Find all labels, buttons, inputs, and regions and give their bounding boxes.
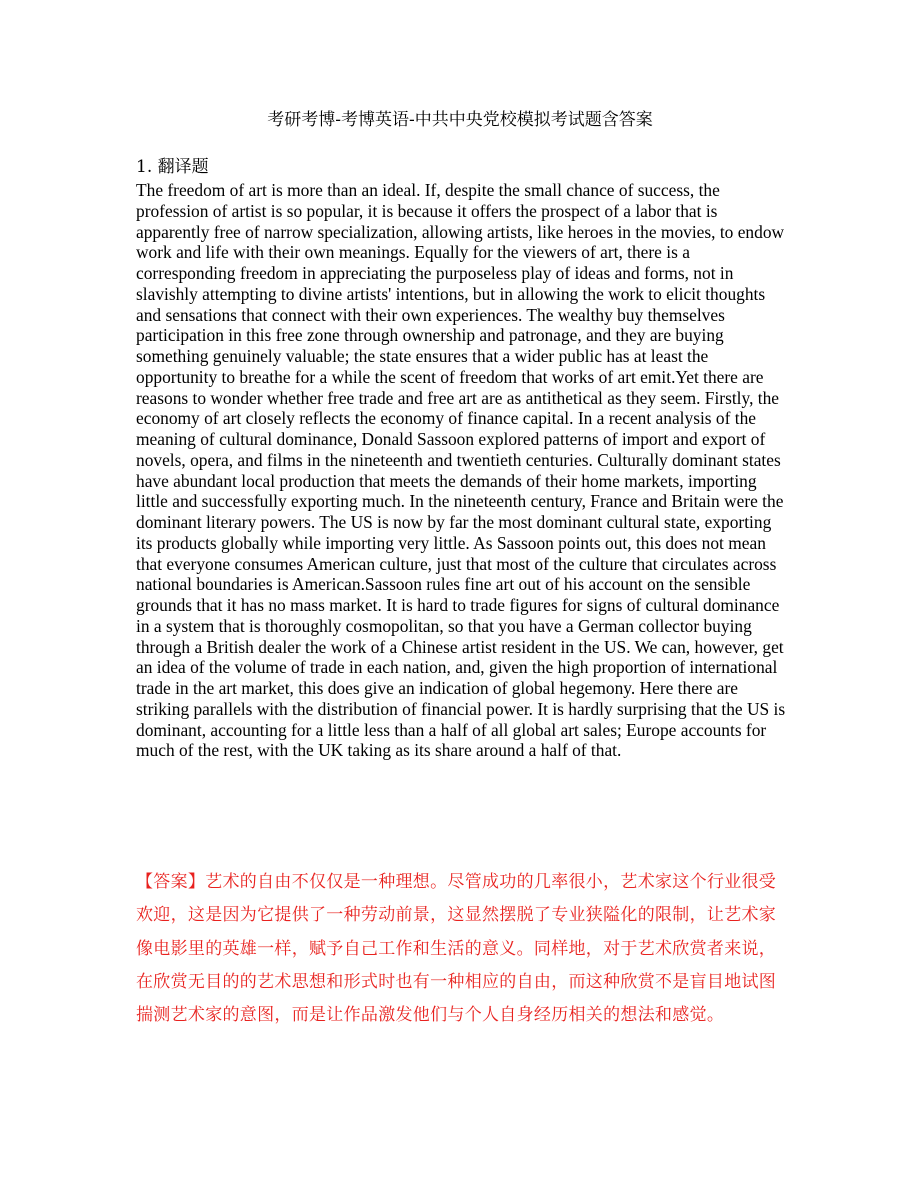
document-title: 考研考博-考博英语-中共中央党校模拟考试题含答案 (267, 110, 653, 130)
answer-text: 【答案】艺术的自由不仅仅是一种理想。尽管成功的几率很小，艺术家这个行业很受欢迎，这是因为它提供了一种劳动前景，这显然摆脱了专业狭隘化的限制，让艺术家像电影里的英雄一样，赋予自己工作和生活的意义。同样地，对于艺术欣赏者来说，在欣赏无目的的艺术思想和形式时也有一种相应的自由，而这种欣赏不是盲目地试图揣测艺术家的意图，而是让作品激发他们与个人自身经历相关的想法和感觉。 (136, 872, 777, 1026)
question-passage: The freedom of art is more than an ideal. If, despite the small chance of success, the profession of artist is so popular, it is because it offers the prospect of a labor that is apparently free of narrow specialization, allowing artists, like heroes in the movies, to endow work and life with their own meanings. Equally for the viewers of art, there is a corresponding freedom in appreciating the purposeless play of ideas and forms, not in slavishly attempting to divine artists' intentions, but in allowing the work to elicit thoughts and sensations that connect with their own experiences. The wealthy buy themselves participation in this free zone through ownership and patronage, and they are buying something genuinely valuable; the state ensures that a wider public has at least the opportunity to breathe for a while the scent of freedom that works of art emit.Yet there are reasons to wonder whether free trade and free art are as antithetical as they seem. Firstly, the economy of art closely reflects the economy of finance capital. In a recent analysis of the meaning of cultural dominance, Donald Sassoon explored patterns of import and export of novels, opera, and films in the nineteenth and twentieth centuries. Culturally dominant states have abundant local production that meets the demands of their home markets, importing little and successfully exporting much. In the nineteenth century, France and Britain were the dominant literary powers. The US is now by far the most dominant cultural state, exporting its products globally while importing very little. As Sassoon points out, this does not mean that everyone consumes American culture, just that most of the culture that circulates across national boundaries is American.Sassoon rules fine art out of his account on the sensible grounds that it has no mass market. It is hard to trade figures for signs of cultural dominance in a system that is thoroughly cosmopolitan, so that you have a German collector buying through a British dealer the work of a Chinese artist resident in the US. We can, however, get an idea of the volume of trade in each nation, and, given the high proportion of international trade in the art market, this does give an indication of global hegemony. Here there are striking parallels with the distribution of financial power. It is hardly surprising that the US is dominant, accounting for a little less than a half of all global art sales; Europe accounts for much of the rest, with the UK taking as its share around a half of that. (136, 180, 786, 761)
question-heading: 1. 翻译题 (136, 157, 209, 177)
